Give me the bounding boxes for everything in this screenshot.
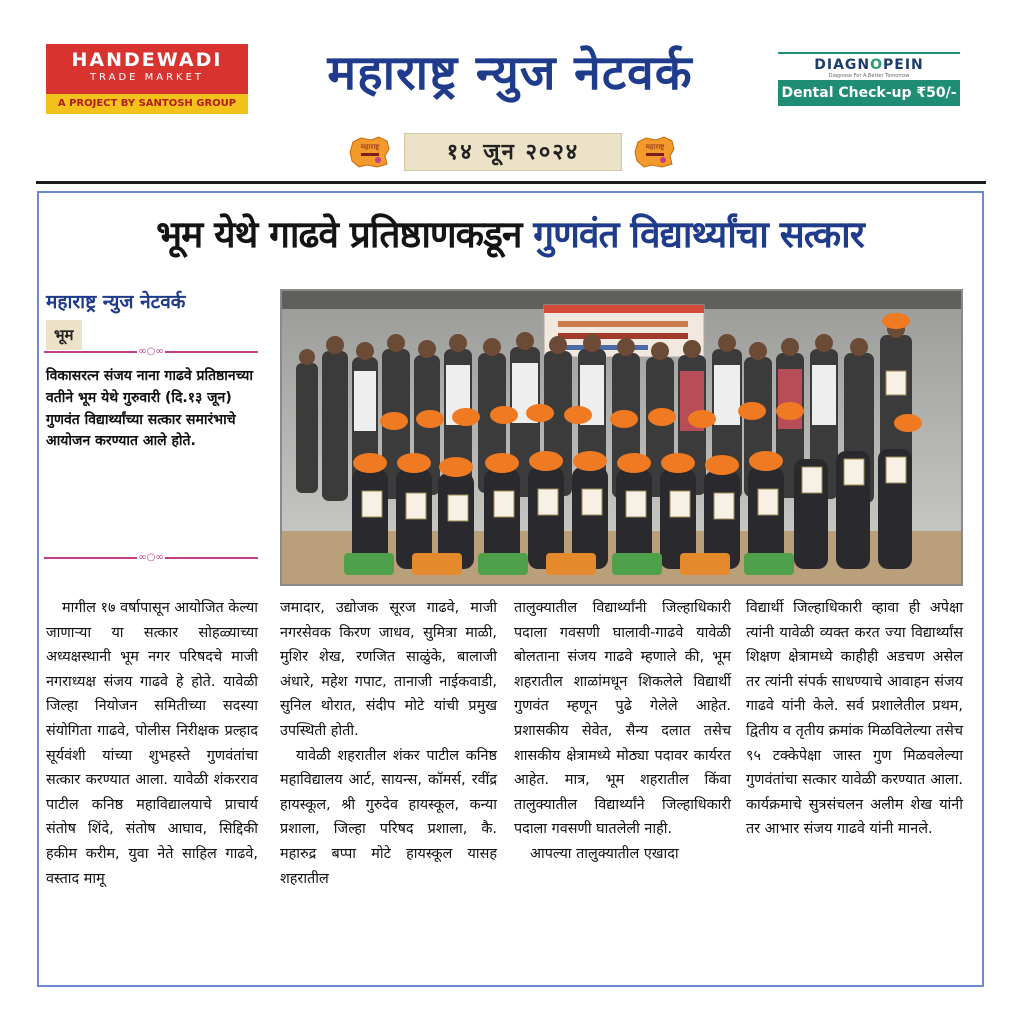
ad-diagnopein-offer: Dental Check-up ₹50/-	[778, 80, 960, 106]
article-byline: महाराष्ट्र न्युज नेटवर्क	[46, 291, 186, 313]
ad-handewadi-brand: HANDEWADI	[71, 49, 223, 71]
article-column-3	[514, 596, 731, 867]
article-intro: विकासरत्न संजय नाना गाढवे प्रतिष्ठानच्या वतीने भूम येथे गुरुवारी (दि.१३ जून) गुणवंत विद्यार्थ्यांच्या सत्कार समारंभाचे आयोजन करण्यात आले होते.	[46, 368, 253, 450]
ad-diagnopein-tagline: Diagnose For A Better Tomorrow	[828, 73, 910, 79]
ornament-divider-top: ∞○∞	[44, 346, 258, 358]
ad-diagnopein-logo: DIAGNOPEIN	[814, 57, 924, 73]
column-2-paragraph-2: यावेळी शहरातील शंकर पाटील कनिष्ठ महाविद्यालय आर्ट, सायन्स, कॉमर्स, रवींद्र हायस्कूल, श्री गुरुदेव हायस्कूल, कन्या प्रशाला, जिल्हा परिषद प्रशाला, कै. महारुद्र बप्पा मोटे हायस्कूल यासह शहरातील	[280, 747, 497, 887]
ad-handewadi-top	[46, 44, 248, 94]
article-column-1	[46, 596, 258, 891]
masthead-title: महाराष्ट्र न्युज नेटवर्क	[327, 45, 693, 101]
column-2-paragraph-1: जमादार, उद्योजक सूरज गाढवे, माजी नगरसेवक किरण जाधव, सुमित्रा माळी, मुशिर शेख, रणजित साळुंके, बालाजी अंधारे, महेश गपाट, तानाजी नाईकवाडी, सुनिल थोरात, संदीप मोटे यांची प्रमुख उपस्थिती होती.	[280, 600, 497, 739]
ornament-divider-bottom: ∞○∞	[44, 552, 258, 564]
article-place: भूम	[46, 320, 82, 350]
ad-handewadi-tag: A PROJECT BY SANTOSH GROUP	[46, 94, 248, 114]
article-headline	[40, 200, 980, 270]
ad-diagnopein-banner[interactable]	[778, 52, 960, 108]
column-1-paragraph: मागील १७ वर्षापासून आयोजित केल्या जाणाऱ्या या सत्कार सोहळ्याच्या अध्यक्षस्थानी भूम नगर परिषदचे माजी नगराध्यक्ष संजय गाढवे हे होते. यावेळी जिल्हा नियोजन समितीच्या सदस्या संयोगिता गाढवे, पोलीस निरीक्षक प्रल्हाद सूर्यवंशी यांच्या शुभहस्ते गुणवंतांचा सत्कार करण्यात आला. यावेळी शंकरराव पाटील कनिष्ठ महाविद्यालयाचे प्राचार्य संतोष शिंदे, संतोष आघाव, सिद्दिकी हकीम करीम, युवा नेते साहिल गाढवे, वस्ताद मामू	[46, 600, 258, 887]
svg-text:महाराष्ट्र: महाराष्ट्र	[645, 143, 665, 151]
article-column-4	[746, 596, 963, 842]
issue-date: १४ जून २०२४	[404, 133, 622, 171]
headline-part-1: भूम येथे गाढवे प्रतिष्ठाणकडून	[156, 213, 522, 256]
ad-diagnopein-top	[778, 52, 960, 80]
article-column-2	[280, 596, 497, 891]
headline-part-2: गुणवंत विद्यार्थ्यांचा सत्कार	[533, 213, 864, 256]
maharashtra-map-logo-right	[632, 134, 678, 170]
ad-handewadi-sub: TRADE MARKET	[89, 72, 205, 83]
column-3-paragraph-1: तालुक्यातील विद्यार्थ्यांनी जिल्हाधिकारी पदाला गवसणी घालावी-गाढवे यावेळी बोलताना संजय गाढवे म्हणाले की, भूम शहरातील शाळांमधून शिकलेले विद्यार्थी गुणवंत म्हणून पुढे गेलेले आहेत. प्रशासकीय सेवेत, सैन्य दलात तसेच शासकीय क्षेत्रामध्ये मोठ्या पदावर कार्यरत आहेत. मात्र, भूम शहरातील किंवा तालुक्यातील विद्यार्थ्यांने जिल्हाधिकारी पदाला गवसणी घातलेली नाही.	[514, 600, 731, 838]
event-group-photo	[280, 289, 963, 586]
svg-text:महाराष्ट्र: महाराष्ट्र	[360, 143, 380, 151]
masthead-rule	[36, 181, 986, 184]
maharashtra-map-logo-left	[347, 134, 393, 170]
column-4-paragraph: विद्यार्थी जिल्हाधिकारी व्हावा ही अपेक्षा त्यांनी यावेळी व्यक्त करत ज्या विद्यार्थ्यांस शिक्षण क्षेत्रामध्ये काहीही अडचण असेल तर त्यांनी संपर्क साधण्याचे आवाहन संजय गाढवे यांनी केले. सर्व प्रशालेतील प्रथम, द्वितीय व तृतीय क्रमांक मिळविलेल्या तसेच ९५ टक्केपेक्षा जास्त गुण मिळवलेल्या गुणवंतांचा सत्कार यावेळी करण्यात आला. कार्यक्रमाचे सुत्रसंचलन अलीम शेख यांनी तर आभार संजय गाढवे यांनी मानले.	[746, 600, 963, 838]
column-3-paragraph-2: आपल्या तालुक्यातील एखादा	[530, 845, 679, 862]
ad-handewadi-banner[interactable]	[46, 44, 248, 114]
